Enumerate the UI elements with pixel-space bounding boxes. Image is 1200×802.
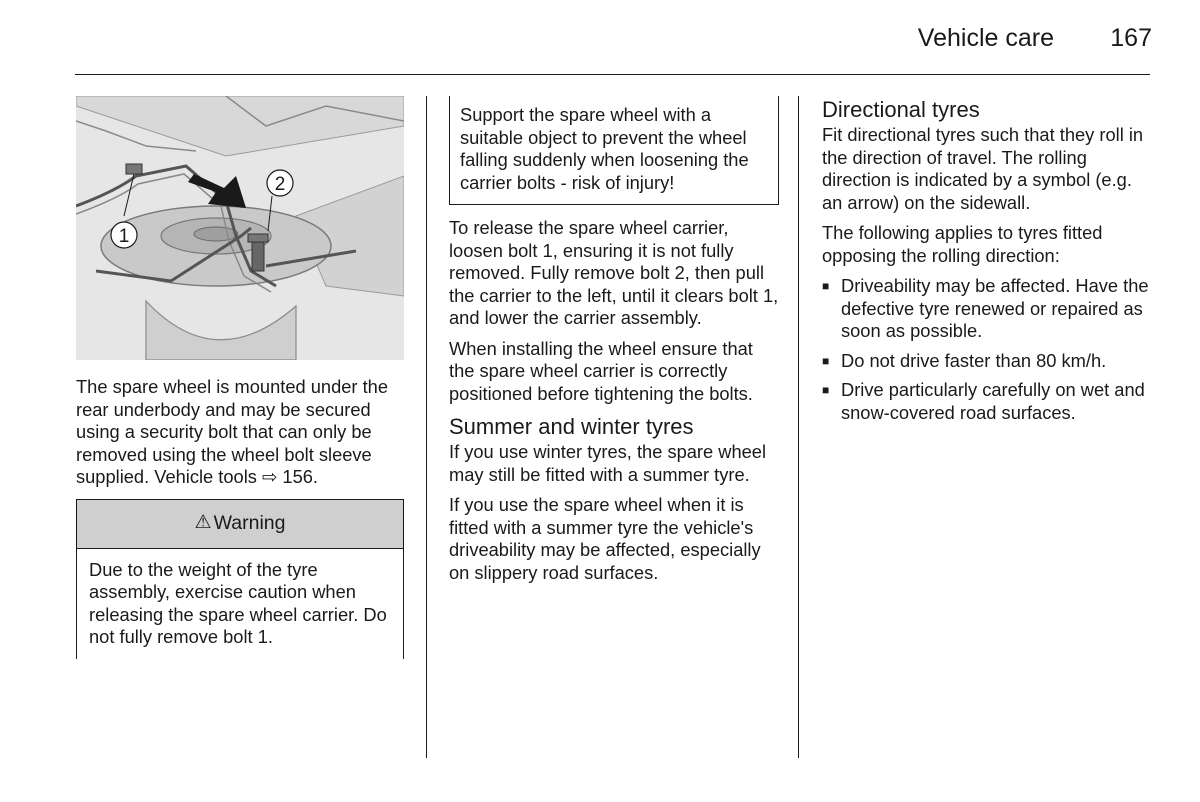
release-paragraph: [449, 217, 779, 330]
directional-bullet-list: [822, 275, 1152, 424]
page-number: 167: [1110, 24, 1152, 52]
callout-2: 2: [274, 174, 286, 195]
column-divider: [426, 96, 427, 758]
column-1: [76, 96, 404, 659]
warning-header: [77, 500, 403, 549]
column-2: [449, 96, 779, 592]
summer-paragraph-1: If you use winter tyres, the spare wheel may still be fitted with a summer tyre.: [449, 441, 767, 485]
summer-winter-heading: Summer and winter tyres: [449, 414, 694, 439]
warning-triangle-icon: ⚠: [194, 512, 212, 534]
warning-continued-box: [449, 96, 779, 205]
bolt-number: 1: [257, 626, 268, 647]
warning-continued-text: Support the spare wheel with a suitable object to prevent the wheel falling suddenly when loosening the carrier bolts - risk of injury!: [460, 104, 749, 193]
release-text: , and lower the carrier assembly.: [449, 284, 779, 328]
bolt-number: 2: [674, 262, 685, 283]
page-reference: 156.: [282, 466, 319, 487]
callout-1: 1: [118, 226, 130, 247]
section-title: Vehicle care: [917, 24, 1054, 52]
bolt-number: 1: [762, 284, 774, 306]
warning-box: [76, 499, 404, 659]
warning-title: Warning: [213, 512, 286, 535]
release-text: To release the spare wheel carrier, loosen bolt: [449, 217, 729, 261]
bolt-number: 1: [542, 239, 553, 261]
install-paragraph: When installing the wheel ensure that the spare wheel carrier is correctly positioned before tightening the bolts.: [449, 337, 753, 404]
column-3: [822, 96, 1152, 431]
header-rule: [75, 74, 1150, 75]
directional-tyres-heading: Directional tyres: [822, 97, 980, 122]
release-text: , then pull the carrier to the left, until it clears bolt: [449, 262, 765, 306]
warning-text: [77, 549, 403, 659]
column-divider: [798, 96, 799, 758]
directional-paragraph-2: The following applies to tyres fitted opposing the rolling direction:: [822, 222, 1103, 266]
intro-text: The spare wheel is mounted under the rear underbody and may be secured using a security bolt that can only be removed using the wheel bolt sleeve supplied. Vehicle tools: [76, 376, 388, 487]
release-text: , ensuring it is not fully removed. Fully remove bolt: [449, 239, 734, 283]
warning-text-end: .: [267, 626, 273, 647]
list-item: ■ Drive particularly carefully on wet and snow-covered road surfaces.: [822, 379, 1152, 424]
warning-text-part: Due to the weight of the tyre assembly, exercise caution when releasing the spare wheel carrier. Do not fully remove bolt: [89, 558, 387, 647]
summer-paragraph-2: If you use the spare wheel when it is fitted with a summer tyre the vehicle's driveability may be affected, especially on slippery road surfaces.: [449, 494, 761, 583]
intro-paragraph: [76, 376, 404, 489]
list-item: ■ Driveability may be affected. Have the defective tyre renewed or repaired as soon as possible.: [822, 275, 1152, 343]
page-reference-icon: ⇨: [262, 466, 278, 487]
list-item: ■ Do not drive faster than 80 km/h.: [822, 350, 1152, 373]
spare-wheel-drawing: [76, 96, 404, 360]
spare-wheel-illustration: [76, 96, 404, 360]
directional-paragraph-1: Fit directional tyres such that they roll in the direction of travel. The rolling direction is indicated by a symbol (e.g. an arrow) on the sidewall.: [822, 124, 1144, 213]
